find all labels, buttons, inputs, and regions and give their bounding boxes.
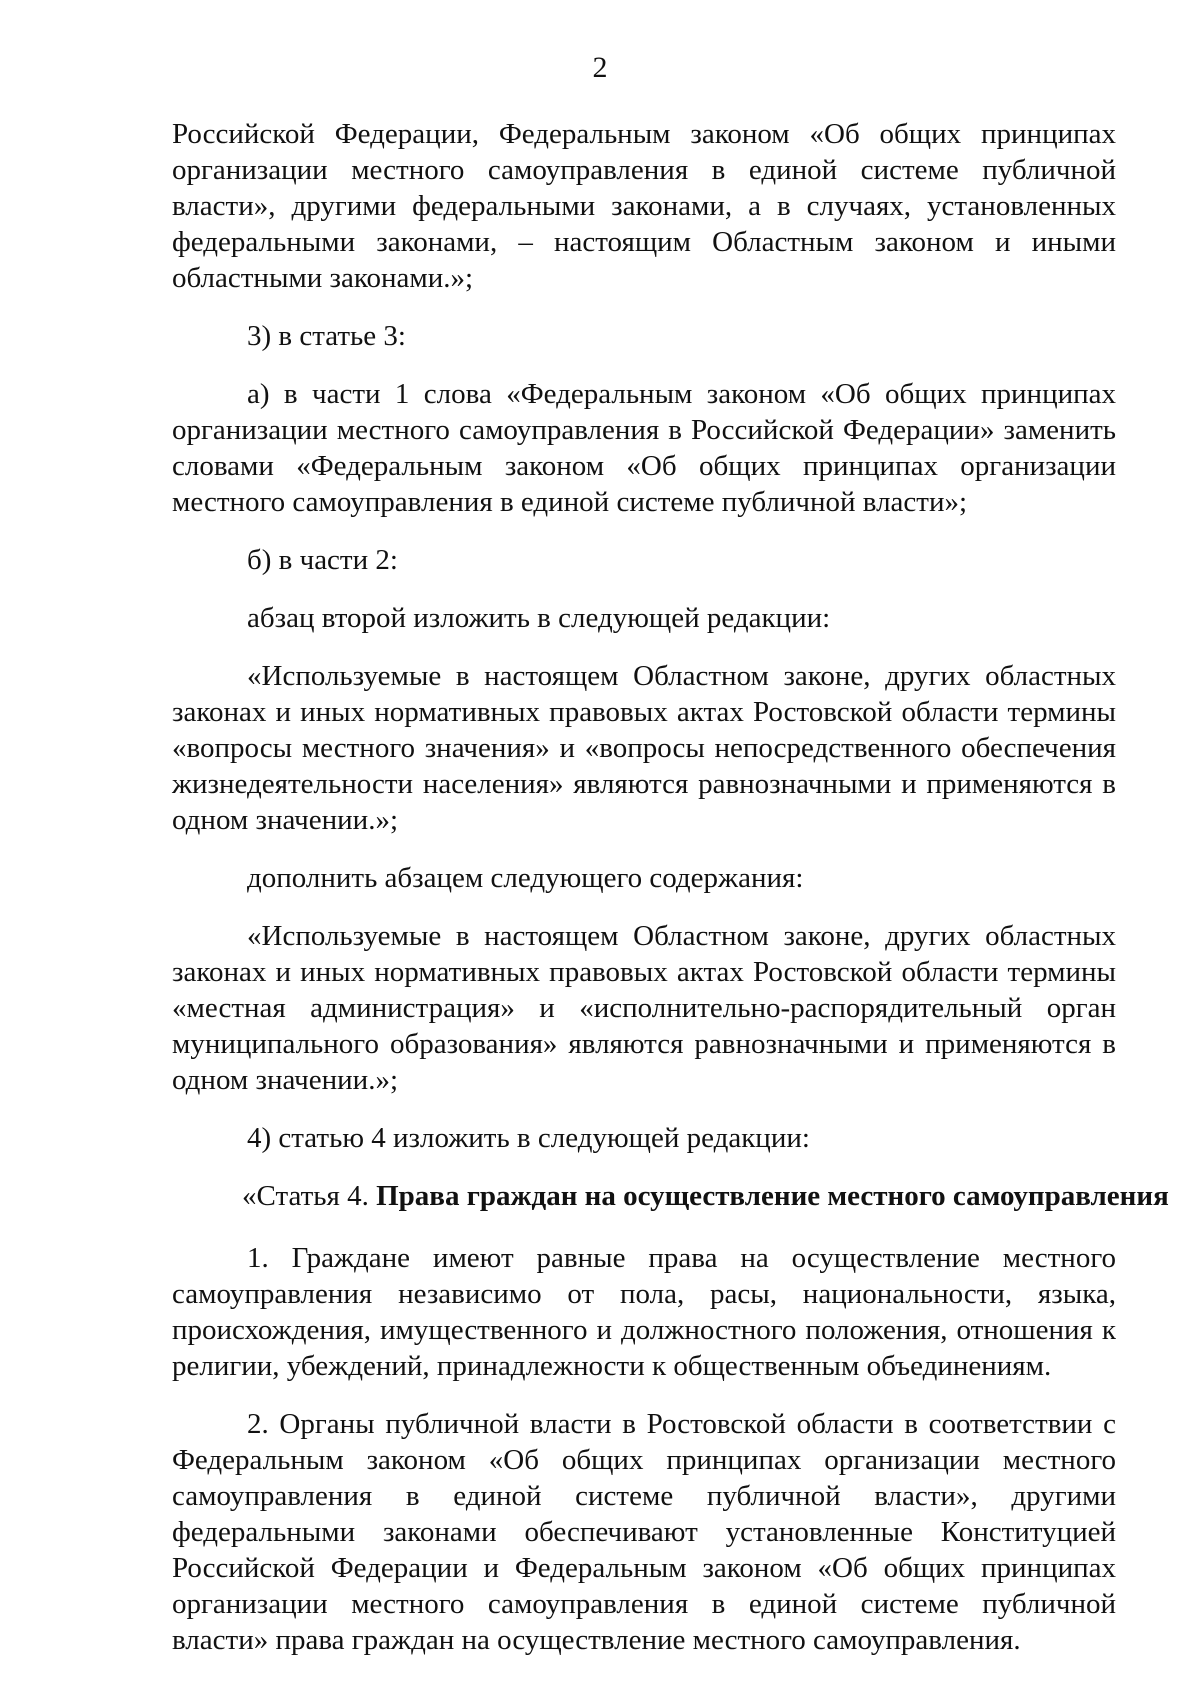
article-paragraph-1: 1. Граждане имеют равные права на осуществление местного самоуправления независимо от пола, расы, национальности, языка, происхождения, имущественного и должностного положения, отношения к религии, убеждений, принадлежности к общественным объединениям. [172, 1242, 1116, 1382]
article-heading [172, 1178, 1169, 1214]
document-body [172, 116, 1169, 1658]
paragraph-subitem-a: а) в части 1 слова «Федеральным законом «Об общих принципах организации местного самоуправления в Российской Федерации» заменить словами «Федеральным законом «Об общих принципах организации местного самоуправления в единой системе публичной власти»; [172, 378, 1116, 518]
paragraph-continuation: Российской Федерации, Федеральным законом «Об общих принципах организации местного самоуправления в единой системе публичной власти», другими федеральными законами, а в случаях, установленных федеральными законами, – настоящим Областным законом и иными областными законами.»; [172, 118, 1116, 294]
paragraph-instruction: дополнить абзацем следующего содержания: [247, 862, 804, 894]
paragraph-item-3: 3) в статье 3: [247, 320, 406, 352]
article-paragraph-2: 2. Органы публичной власти в Ростовской области в соответствии с Федеральным законом «Об общих принципах организации местного самоуправления в единой системе публичной власти», другими федеральными законами обеспечивают установленные Конституцией Российской Федерации и Федеральным законом «Об общих принципах организации местного самоуправления в единой системе публичной власти» права граждан на осуществление местного самоуправления. [172, 1408, 1116, 1656]
paragraph-quoted-text: «Используемые в настоящем Областном законе, других областных законах и иных нормативных правовых актах Ростовской области термины «местная администрация» и «исполнительно-распорядительный орган муниципального образования» являются равнозначными и применяются в одном значении.»; [172, 920, 1116, 1096]
paragraph-instruction: абзац второй изложить в следующей редакции: [247, 602, 831, 634]
article-heading-title: Права граждан на осуществление местного самоуправления [376, 1180, 1169, 1212]
paragraph-subitem-b: б) в части 2: [247, 544, 398, 576]
paragraph-item-4: 4) статью 4 изложить в следующей редакции: [247, 1122, 810, 1154]
article-heading-prefix: «Статья 4. [242, 1180, 369, 1212]
paragraph-quoted-text: «Используемые в настоящем Областном законе, других областных законах и иных нормативных правовых актах Ростовской области термины «вопросы местного значения» и «вопросы непосредственного обеспечения жизнедеятельности населения» являются равнозначными и применяются в одном значении.»; [172, 660, 1116, 836]
page-number: 2 [592, 51, 608, 84]
